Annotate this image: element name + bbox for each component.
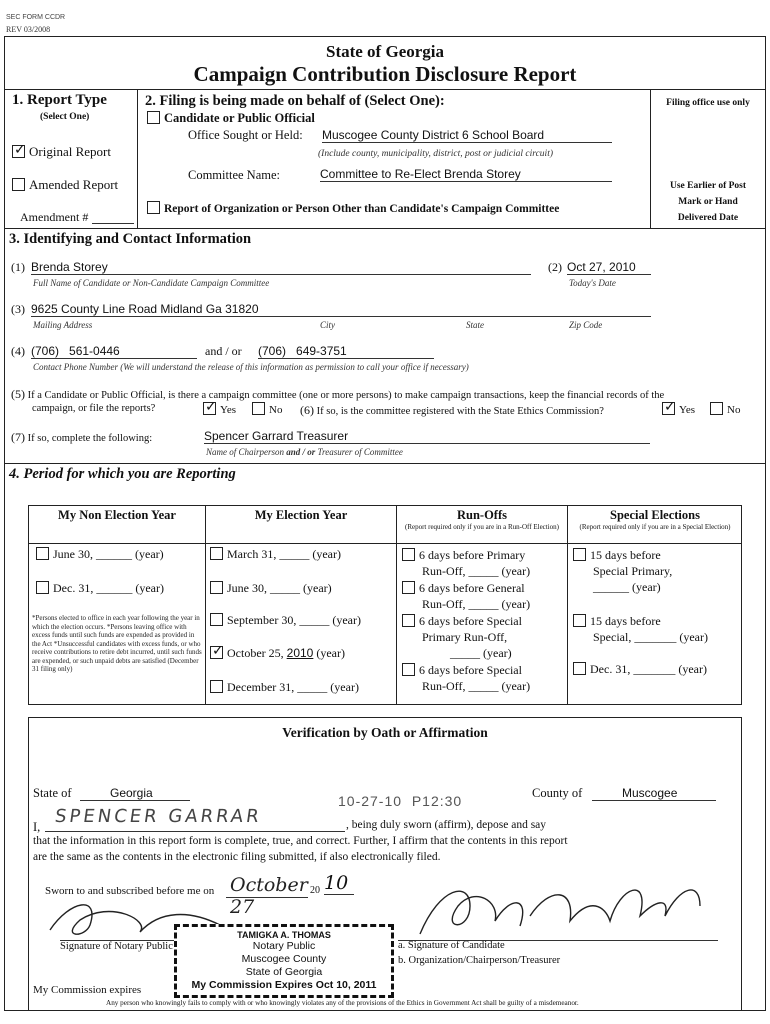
original-report-checkbox[interactable] <box>12 145 25 158</box>
october-25-checkbox[interactable] <box>210 646 223 659</box>
special-primary-checkbox[interactable] <box>573 548 586 561</box>
office-use-note-1: Use Earlier of Post <box>669 181 747 191</box>
phone-2-field[interactable]: (706) 649-3751 <box>258 344 434 359</box>
col-election-year: My Election Year <box>254 508 348 522</box>
name-hint: Full Name of Candidate or Non-Candidate Campaign Committee <box>33 278 270 288</box>
received-stamp-time: 10-27-10 P12:30 <box>338 793 463 809</box>
special-primary-runoff-checkbox[interactable] <box>402 614 415 627</box>
december-31-checkbox[interactable] <box>210 680 223 693</box>
june-30-election-checkbox[interactable] <box>210 581 223 594</box>
sworn-year-value[interactable]: 10 <box>324 872 354 895</box>
option-october-25[interactable]: ✓October 25, 2010 (year) <box>210 646 345 661</box>
run-offs-note: (Report required only if you are in a Run-Off Election) <box>404 523 560 531</box>
report-type-select: (Select One) <box>40 112 90 122</box>
chairperson-field[interactable]: Spencer Garrard Treasurer <box>204 429 650 444</box>
verification-state-value[interactable]: Georgia <box>80 786 190 801</box>
affiant-signature: SPENCER GARRAR <box>53 806 264 827</box>
section-4-heading: 4. Period for which you are Reporting <box>9 466 236 482</box>
report-type-heading: 1. Report Type <box>12 92 107 108</box>
filing-heading: 2. Filing is being made on behalf of (Select One): <box>145 93 445 109</box>
committee-label: Committee Name: <box>188 168 280 182</box>
state-hint: State <box>466 320 484 330</box>
q5-no-checkbox[interactable] <box>252 402 265 415</box>
organization-checkbox[interactable] <box>147 201 160 214</box>
october-25-year: 2010 <box>286 646 314 660</box>
and-or-label: and / or <box>205 344 242 358</box>
candidate-option[interactable]: Candidate or Public Official <box>147 111 315 126</box>
q5-no-option[interactable]: No <box>252 402 282 416</box>
option-special-runoff[interactable]: 6 days before Special Run-Off, _____ (year) <box>402 662 530 694</box>
state-of-label: State of <box>33 786 72 800</box>
option-march-31[interactable]: March 31, _____ (year) <box>210 547 341 562</box>
q6-yes-checkbox[interactable] <box>662 402 675 415</box>
question-5-line-2: campaign, or file the reports? <box>32 403 156 414</box>
notary-name: TAMIGKA A. THOMAS <box>237 930 331 940</box>
option-special[interactable]: 15 days before Special, _______ (year) <box>573 613 708 645</box>
office-label: Office Sought or Held: <box>188 128 303 142</box>
organization-signature-label: b. Organization/Chairperson/Treasurer <box>398 955 561 966</box>
notary-stamp-line-3: State of Georgia <box>245 966 323 978</box>
office-hint: (Include county, municipality, district, post or judicial circuit) <box>318 149 553 159</box>
notary-stamp-line-2: Muscogee County <box>241 953 327 965</box>
county-of-label: County of <box>532 786 583 800</box>
option-dec-31[interactable]: Dec. 31, ______ (year) <box>36 581 164 596</box>
option-june-30-election[interactable]: June 30, _____ (year) <box>210 581 332 596</box>
city-hint: City <box>320 320 335 330</box>
state-title: State of Georgia <box>325 42 445 61</box>
primary-runoff-checkbox[interactable] <box>402 548 415 561</box>
committee-value[interactable]: Committee to Re-Elect Brenda Storey <box>320 167 612 182</box>
q5-yes-checkbox[interactable] <box>203 402 216 415</box>
office-value[interactable]: Muscogee County District 6 School Board <box>322 128 612 143</box>
oath-line-2: that the information in this report form is complete, true, and correct. Further, I affirm that the contents in this report <box>33 835 568 847</box>
form-code: SEC FORM CCDR <box>6 14 66 21</box>
affiant-signature-field[interactable] <box>45 806 345 832</box>
option-june-30[interactable]: June 30, ______ (year) <box>36 547 164 562</box>
office-use-note-3: Delivered Date <box>677 213 739 223</box>
candidate-signature-scribble <box>400 876 720 942</box>
q6-no-checkbox[interactable] <box>710 402 723 415</box>
candidate-name-field[interactable]: Brenda Storey <box>31 260 531 275</box>
dec-31-checkbox[interactable] <box>36 581 49 594</box>
address-hint: Mailing Address <box>33 320 93 330</box>
special-checkbox[interactable] <box>573 614 586 627</box>
notary-stamp-line-4: My Commission Expires Oct 10, 2011 <box>191 979 377 991</box>
form-revision: REV 03/2008 <box>6 25 51 34</box>
oath-line-3: are the same as the contents in the electronic filing submitted, if also electronically filed. <box>33 851 441 863</box>
notary-stamp <box>174 924 394 998</box>
sworn-date-field[interactable] <box>226 872 308 918</box>
original-report-option[interactable]: ✓Original Report <box>12 144 111 160</box>
date-hint: Today's Date <box>569 278 616 288</box>
special-dec-31-checkbox[interactable] <box>573 662 586 675</box>
phone-1-field[interactable]: (706) 561-0446 <box>31 344 197 359</box>
option-primary-runoff[interactable]: 6 days before Primary Run-Off, _____ (year) <box>402 547 530 579</box>
col-special-elections: Special Elections <box>610 508 700 522</box>
today-date-field[interactable]: Oct 27, 2010 <box>567 260 651 275</box>
non-election-note: *Persons elected to office in each year following the year in which the election occurs. *Persons leaving office with excess funds until such funds are expended as provided in the Act *Unsuccessful candidates with excess funds, or who receive contributions to retire debt incurred, until such funds are expended, or such unpaid debts are satisfied (December 31 filing only) <box>32 614 202 673</box>
option-september-30[interactable]: September 30, _____ (year) <box>210 613 361 628</box>
option-general-runoff[interactable]: 6 days before General Run-Off, _____ (year) <box>402 580 530 612</box>
option-special-dec-31[interactable]: Dec. 31, _______ (year) <box>573 662 707 677</box>
q5-yes-option[interactable]: ✓ Yes <box>203 402 236 416</box>
i-label: I, <box>33 820 41 834</box>
question-5: (5) If a Candidate or Public Official, is there a campaign committee (one or more persons) to make campaign transactions, keep the financial records of the <box>11 387 665 401</box>
office-use-title: Filing office use only <box>666 98 750 108</box>
candidate-checkbox[interactable] <box>147 111 160 124</box>
amended-report-checkbox[interactable] <box>12 178 25 191</box>
mailing-address-field[interactable]: 9625 County Line Road Midland Ga 31820 <box>31 302 651 317</box>
september-30-checkbox[interactable] <box>210 613 223 626</box>
commission-expires-label: My Commission expires <box>33 984 142 996</box>
question-7: (7) If so, complete the following: <box>11 430 153 444</box>
office-use-note-2: Mark or Hand <box>678 197 738 207</box>
option-december-31[interactable]: December 31, _____ (year) <box>210 680 359 695</box>
march-31-checkbox[interactable] <box>210 547 223 560</box>
notary-stamp-line-1: Notary Public <box>252 940 316 952</box>
notary-signature-label: Signature of Notary Public <box>60 941 173 952</box>
misdemeanor-footer: Any person who knowingly fails to comply with or who knowingly violates any of the provisions of the Ethics in Government Act shall be guilty of a misdemeanor. <box>106 999 579 1007</box>
q6-no-option[interactable]: No <box>710 402 740 416</box>
option-special-primary[interactable]: 15 days before Special Primary, ______ (year) <box>573 547 672 595</box>
verification-title: Verification by Oath or Affirmation <box>282 725 488 740</box>
sworn-before-label: Sworn to and subscribed before me on <box>45 885 215 897</box>
sworn-20-label: 20 <box>310 885 320 896</box>
amendment-number-label: Amendment # <box>20 210 89 224</box>
amended-report-option[interactable]: Amended Report <box>12 177 118 193</box>
phone-hint: Contact Phone Number (We will understand the release of this information as permission to call your office if necessary) <box>33 362 469 372</box>
verification-county-value[interactable]: Muscogee <box>592 786 716 801</box>
col-non-election-year: My Non Election Year <box>58 508 176 522</box>
sworn-date-value: October 27 <box>230 874 308 918</box>
col-run-offs: Run-Offs <box>456 508 507 522</box>
general-runoff-checkbox[interactable] <box>402 581 415 594</box>
special-elections-note: (Report required only if you are in a Special Election) <box>579 523 731 531</box>
candidate-signature-label: a. Signature of Candidate <box>398 940 505 951</box>
question-6: (6) If so, is the committee registered with the State Ethics Commission? <box>300 403 604 417</box>
special-runoff-checkbox[interactable] <box>402 663 415 676</box>
chairperson-hint: Name of Chairperson and / or Treasurer of Committee <box>206 447 403 457</box>
section-3-heading: 3. Identifying and Contact Information <box>9 231 252 247</box>
option-special-primary-runoff[interactable]: 6 days before Special Primary Run-Off, _____ (year) <box>402 613 522 661</box>
organization-option[interactable]: Report of Organization or Person Other than Candidate's Campaign Committee <box>147 201 559 215</box>
form-title: Campaign Contribution Disclosure Report <box>193 62 577 86</box>
sworn-text: , being duly sworn (affirm), depose and say <box>346 819 547 831</box>
june-30-checkbox[interactable] <box>36 547 49 560</box>
zip-hint: Zip Code <box>569 320 603 330</box>
q6-yes-option[interactable]: ✓ Yes <box>662 402 695 416</box>
